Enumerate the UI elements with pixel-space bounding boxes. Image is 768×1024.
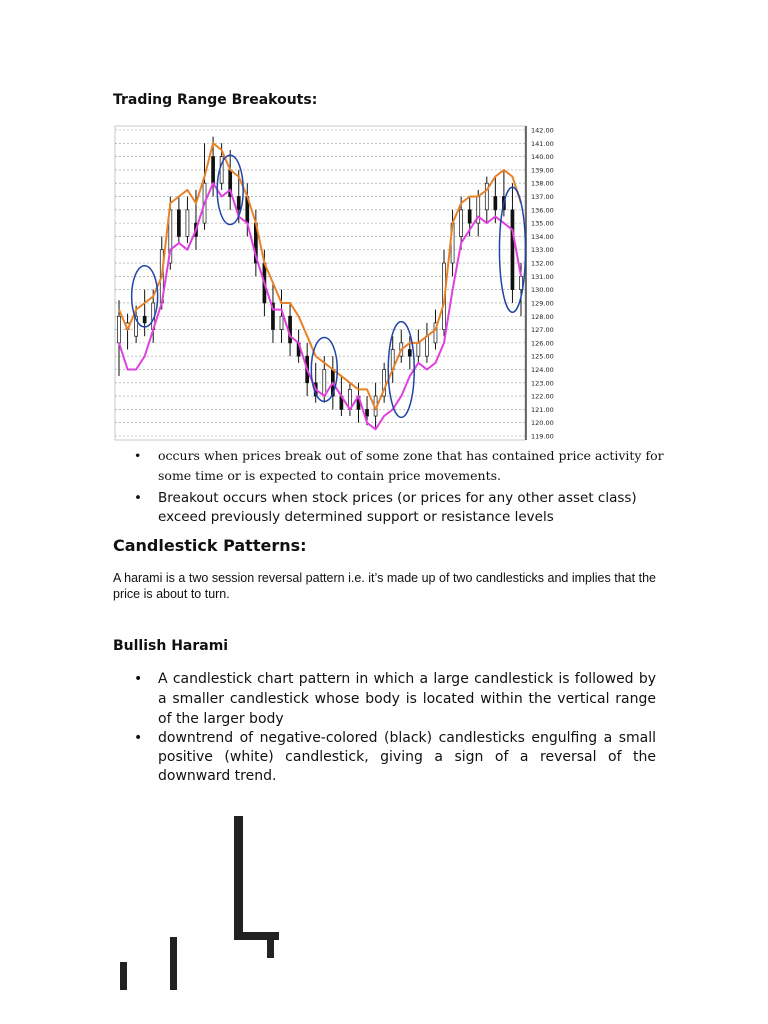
list-item: • Breakout occurs when stock prices (or prices for any other asset class) exceed previously determined support or resistance levels xyxy=(113,489,673,527)
list-item: • A candlestick chart pattern in which a large candlestick is followed by a smaller candlestick whose body is located within the vertical range of the larger body xyxy=(113,669,656,729)
y-tick-label: 125.00 xyxy=(531,352,554,361)
candle-body xyxy=(494,197,497,210)
y-tick-label: 121.00 xyxy=(531,405,554,414)
y-tick-label: 126.00 xyxy=(531,339,554,348)
y-tick-label: 119.00 xyxy=(531,432,554,441)
section-title-bullish-harami: Bullish Harami xyxy=(113,638,229,654)
y-tick-label: 123.00 xyxy=(531,379,554,388)
candle-body xyxy=(212,157,215,184)
candle-illustration-bar xyxy=(234,816,243,937)
trading-range-chart xyxy=(113,124,567,446)
y-tick-label: 142.00 xyxy=(531,126,554,135)
candle-body xyxy=(323,369,326,396)
y-tick-label: 129.00 xyxy=(531,299,554,308)
y-tick-label: 136.00 xyxy=(531,206,554,215)
y-tick-label: 140.00 xyxy=(531,153,554,162)
candle-body xyxy=(118,316,121,343)
y-tick-label: 133.00 xyxy=(531,246,554,255)
y-tick-label: 130.00 xyxy=(531,286,554,295)
harami-candlestick-illustration xyxy=(112,812,292,990)
y-tick-label: 131.00 xyxy=(531,272,554,281)
candle-body xyxy=(289,316,292,343)
y-tick-label: 134.00 xyxy=(531,232,554,241)
candle-body xyxy=(468,210,471,223)
candle-body xyxy=(417,343,420,356)
y-tick-label: 122.00 xyxy=(531,392,554,401)
section-title-trading-range: Trading Range Breakouts: xyxy=(113,92,318,108)
bullish-harami-bullet-list xyxy=(113,669,656,786)
section-title-candlestick-patterns: Candlestick Patterns: xyxy=(113,536,307,555)
y-tick-label: 138.00 xyxy=(531,179,554,188)
y-tick-label: 120.00 xyxy=(531,419,554,428)
y-tick-label: 139.00 xyxy=(531,166,554,175)
candle-body xyxy=(143,316,146,323)
candle-body xyxy=(425,336,428,356)
list-item: • downtrend of negative-colored (black) candlesticks engulfing a small positive (white) candlestick, giving a sign of a reversal of the downward trend. xyxy=(113,729,656,786)
candle-body xyxy=(408,350,411,357)
y-tick-label: 127.00 xyxy=(531,326,554,335)
y-tick-label: 132.00 xyxy=(531,259,554,268)
candle-illustration-bar xyxy=(267,937,274,958)
list-item: • occurs when prices break out of some zone that has contained price activity for some time or is expected to contain price movements. xyxy=(113,446,673,486)
y-tick-label: 124.00 xyxy=(531,365,554,374)
y-tick-label: 135.00 xyxy=(531,219,554,228)
y-tick-label: 137.00 xyxy=(531,193,554,202)
candle-body xyxy=(460,210,463,237)
breakout-bullet-list xyxy=(113,446,673,527)
candle-illustration-bar xyxy=(120,962,127,990)
candle-body xyxy=(177,210,180,237)
candle-body xyxy=(280,316,283,329)
candle-body xyxy=(366,409,369,416)
y-tick-label: 128.00 xyxy=(531,312,554,321)
candle-body xyxy=(186,210,189,237)
y-tick-label: 141.00 xyxy=(531,139,554,148)
candle-illustration-bar xyxy=(170,937,177,990)
candle-body xyxy=(237,197,240,210)
candle-body xyxy=(511,210,514,290)
harami-intro-paragraph: A harami is a two session reversal pattern i.e. it’s made up of two candlesticks and implies that the price is about to turn. xyxy=(113,571,656,601)
